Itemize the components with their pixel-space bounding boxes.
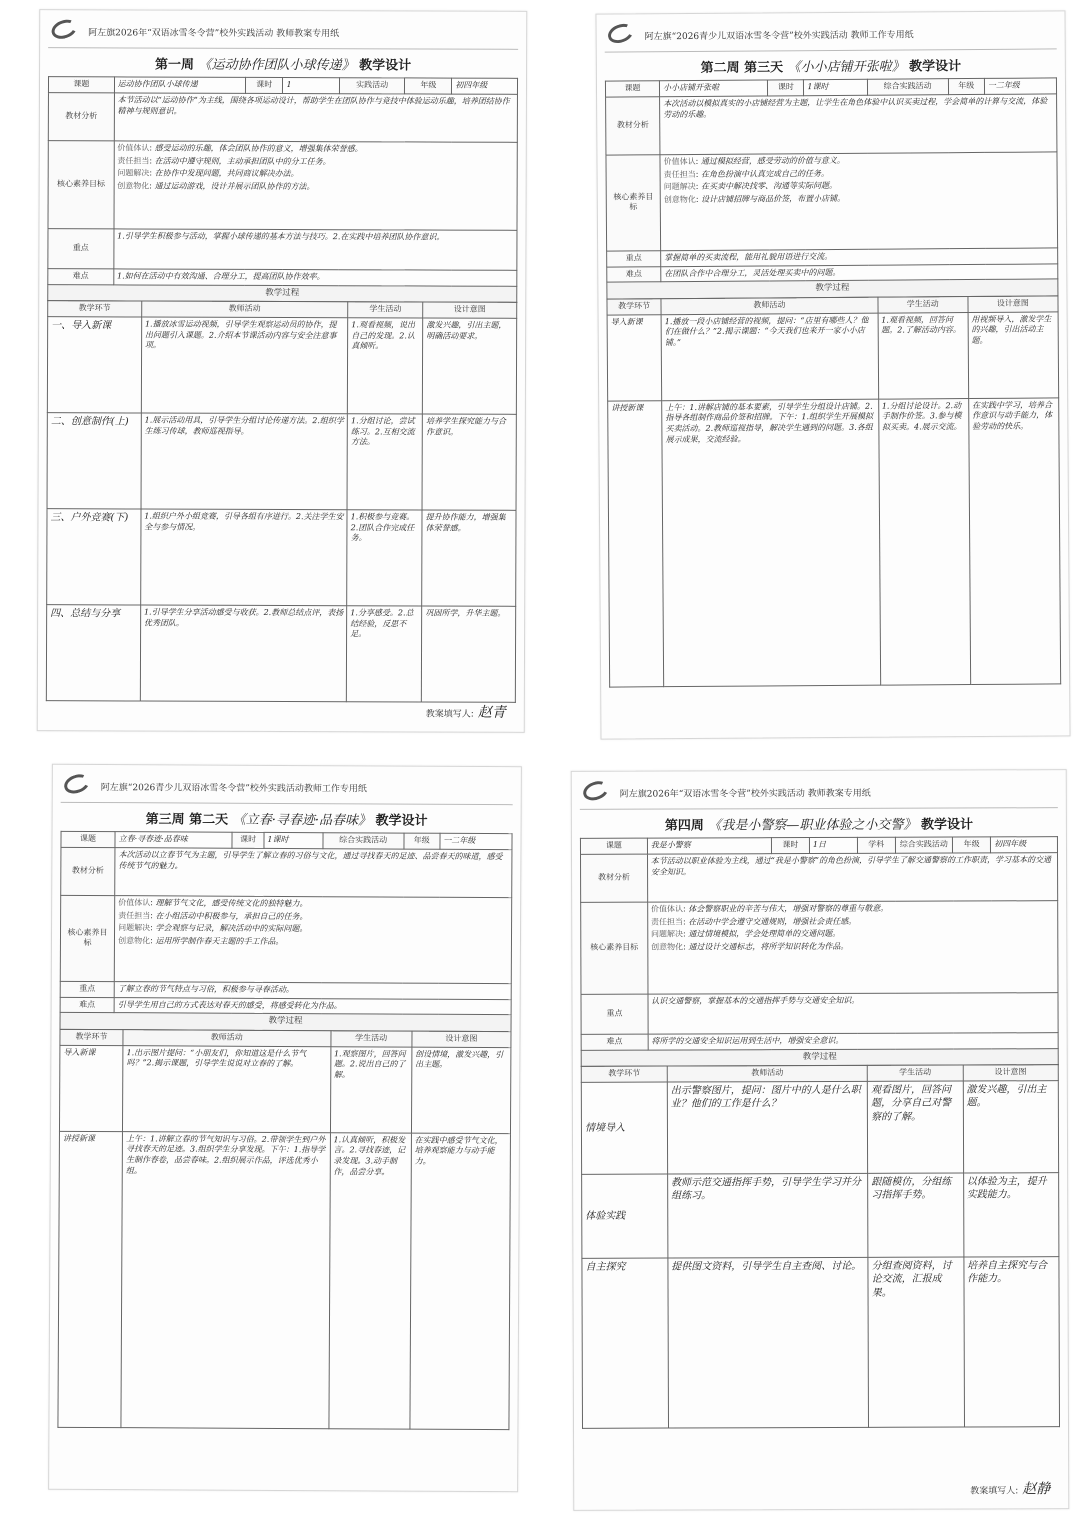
title-suffix: 教学设计 [920, 817, 973, 833]
hours-value: 1课时 [264, 832, 323, 848]
course-value: 立春·寻春迹·品春味 [115, 832, 232, 848]
hours-value: 1日 [809, 837, 857, 853]
col-stage: 教学环节 [60, 1029, 123, 1045]
material-text: 本次活动以模拟真实的小店铺经营为主题，让学生在角色体验中认识买卖过程，学会简单的计算与交流，体验劳动的乐趣。 [660, 94, 1057, 155]
table-row: 讲授新课 上午：1.讲解立春的节气知识与习俗。2.带领学生到户外寻找春天的足迹。3.组织学生分享发现。下午：1.指导学生制作春卷，品尝春味。2.组织展示作品，评选优秀小组。 1.认真倾听，积极发言。2.寻找春迹，记录发现。3.动手制作，品尝分享。 在实践中感受节气文化，培养观察能力与动手能力。 [58, 1131, 511, 1429]
process-heading: 教学过程 [48, 284, 517, 302]
title-suffix: 教学设计 [909, 59, 962, 75]
diff-text: 在团队合作中合理分工，灵活处理买卖中的问题。 [661, 264, 1058, 283]
table-row: 自主探究 提供图文资料，引导学生自主查阅、讨论。 分组查阅资料，讨论交流，汇报成果。 培养自主探究与合作能力。 [582, 1257, 1060, 1429]
page-title [48, 48, 518, 78]
lesson-plan-week-4 [571, 769, 1070, 1511]
title-course: 《小小店铺开张啦》 [787, 59, 905, 76]
header-text: 阿左旗“2026青少儿双语冰雪冬令营”校外实践活动教师工作专用纸 [100, 783, 367, 795]
hours-label: 课时 [232, 832, 264, 848]
material-text: 本次活动以立春节气为主题，引导学生了解立春的习俗与文化，通过寻找春天的足迹、品尝春天的味道，感受传统节气的魅力。 [115, 847, 512, 897]
subject-label: 综合实践活动 [867, 79, 948, 95]
material-label: 教材分析 [48, 92, 114, 140]
core-label: 核心素养目标 [606, 154, 661, 250]
core-label: 核心素养目标 [60, 895, 115, 981]
key-text: 了解立春的节气特点与习俗，积极参与寻春活动。 [114, 981, 511, 999]
col-intent: 设计意图 [412, 1031, 511, 1047]
course-label: 课题 [605, 81, 659, 97]
key-label: 重点 [607, 250, 661, 266]
core-goals: 价值体认: 感受运动的乐趣，体会团队协作的意义，增强集体荣誉感。 责任担当: 在活动中遵守规则，主动承担团队中的分工任务。 问题解决: 在协作中发现问题，共同商议解决办法。 创意物化: 通过运动游戏，设计并展示团队协作的方法。 [114, 141, 518, 230]
activity-label: 综合实践活动 [895, 837, 952, 853]
title-course: 《我是小警察—职业体验之小交警》 [708, 817, 917, 834]
course-value: 小小店铺开张啦 [660, 80, 768, 97]
title-week: 第一周 [154, 57, 195, 73]
diff-label: 难点 [60, 997, 114, 1013]
grade-value: 初四年级 [452, 78, 518, 94]
header-text: 阿左旗“2026青少儿双语冰雪冬令营”校外实践活动 教师工作专用纸 [644, 30, 914, 43]
col-student: 学生活动 [348, 302, 423, 318]
hours-label: 课时 [771, 838, 809, 854]
table-row: 导入新课 1.播放一段小店铺经营的视频，提问：“店里有哪些人？他们在做什么？”2.揭示课题：“今天我们也来开一家小小店铺。” 1.观看视频，回答问题。2.了解活动内容。 用视频导入，激发学生的兴趣，引出活动主题。 [607, 312, 1059, 401]
col-student: 学生活动 [878, 296, 968, 312]
plan-table [60, 831, 513, 1032]
plan-table [47, 76, 518, 303]
title-course: 《运动协作团队小球传递》 [198, 57, 355, 74]
key-label: 重点 [60, 981, 114, 997]
material-label: 教材分析 [61, 847, 115, 895]
page-header [605, 17, 1057, 52]
process-table [57, 1029, 511, 1430]
title-week: 第二周 第三天 [700, 60, 784, 76]
page-header [61, 771, 513, 805]
diff-label: 难点 [607, 266, 661, 282]
signature: 赵青 [477, 704, 506, 721]
core-label: 核心素养目标 [48, 140, 114, 228]
table-row: 二、创意制作(上) 1.展示活动用具，引导学生分组讨论传递方法。2.组织学生练习传球，教师巡视指导。 1.分组讨论，尝试练习。2.互相交流方法。 培养学生探究能力与合作意识。 [47, 413, 516, 511]
col-intent: 设计意图 [423, 302, 517, 318]
material-text: 本节活动以“运动协作”为主线，围绕各项运动设计，帮助学生在团队协作与竞技中体验运动乐趣，培养团结协作精神与规则意识。 [114, 93, 518, 142]
title-suffix: 教学设计 [359, 58, 412, 74]
lesson-plan-week-1 [37, 9, 528, 733]
col-teacher: 教师活动 [661, 297, 878, 314]
col-teacher: 教师活动 [667, 1065, 867, 1081]
col-teacher: 教师活动 [123, 1030, 331, 1047]
process-heading: 教学过程 [581, 1048, 1058, 1066]
diff-label: 难点 [581, 1034, 648, 1050]
diff-label: 难点 [48, 268, 114, 284]
title-course: 《立春·寻春迹·品春味》 [232, 812, 372, 829]
grade-label: 年级 [405, 78, 452, 94]
table-row: 三、户外竞赛(下) 1.组织户外小组竞赛，引导各组有序进行。2.关注学生安全与参与情况。 1.积极参与竞赛。2.团队合作完成任务。 提升协作能力，增强集体荣誉感。 [47, 509, 516, 607]
grade-label: 年级 [404, 833, 440, 849]
course-label: 课题 [61, 831, 115, 847]
process-heading: 教学过程 [60, 1013, 511, 1032]
process-heading: 教学过程 [607, 279, 1058, 299]
header-text: 阿左旗2026年“双语冰雪冬令营”校外实践活动 教师教案专用纸 [619, 788, 871, 800]
core-goals: 价值体认: 通过模拟经营，感受劳动的价值与意义。 责任担当: 在角色扮演中认真完成自己的任务。 问题解决: 在买卖中解决找零、沟通等实际问题。 创意物化: 设计店铺招牌与商品价签，布置小店铺。 [660, 152, 1058, 251]
col-stage: 教学环节 [48, 301, 142, 317]
plan-table [605, 77, 1059, 299]
grade-value: 一二年级 [984, 78, 1056, 94]
core-label: 核心素养目标 [581, 902, 648, 994]
hours-value: 1课时 [804, 79, 867, 95]
table-row: 四、总结与分享 1.引导学生分享活动感受与收获。2.教师总结点评，表扬优秀团队。 1.分享感受。2.总结经验，反思不足。 巩固所学，升华主题。 [46, 605, 515, 703]
key-text: 1.引导学生积极参与活动，掌握小球传递的基本方法与技巧。2.在实践中培养团队协作意识。 [114, 229, 517, 270]
header-text: 阿左旗2026年“双语冰雪冬令营”校外实践活动 教师教案专用纸 [88, 28, 340, 40]
col-intent: 设计意图 [968, 296, 1058, 312]
col-student: 学生活动 [867, 1065, 962, 1081]
lesson-plan-week-3 [48, 764, 522, 1492]
plan-table [580, 836, 1059, 1067]
logo-icon [605, 23, 639, 49]
lesson-plan-week-2 [595, 10, 1070, 739]
logo-icon [580, 780, 614, 806]
key-label: 重点 [581, 994, 648, 1034]
signature-line: 教案填写人: 赵静 [970, 1481, 1051, 1498]
hours-label: 课时 [768, 80, 804, 96]
grade-value: 初四年级 [991, 837, 1058, 853]
subject-label: 综合实践活动 [323, 833, 404, 849]
diff-text: 引导学生用自己的方式表达对春天的感受，将感受转化为作品。 [114, 997, 511, 1015]
key-text: 认识交通警察，掌握基本的交通指挥手势与交通安全知识。 [648, 992, 1058, 1033]
process-table [606, 295, 1061, 687]
material-label: 教材分析 [606, 97, 661, 155]
process-table [46, 300, 517, 702]
subject-label: 实践活动 [339, 78, 405, 94]
table-row: 情境导入 出示警察图片，提问：图片中的人是什么职业？他们的工作是什么？ 观看图片，回答问题，分享自己对警察的了解。 激发兴趣，引出主题。 [581, 1081, 1058, 1175]
grade-value: 一二年级 [440, 833, 512, 849]
key-label: 重点 [48, 228, 114, 268]
material-text: 本节活动以职业体验为主线，通过“我是小警察”的角色扮演，引导学生了解交通警察的工作职责，学习基本的交通安全知识。 [647, 852, 1057, 901]
material-label: 教材分析 [581, 854, 648, 902]
page-title [580, 808, 1058, 838]
table-row: 讲授新课 上午：1.讲解店铺的基本要素，引导学生分组设计店铺。2.指导各组制作商品价签和招牌。下午：1.组织学生开展模拟买卖活动。2.教师巡视指导，解决学生遇到的问题。3.各组展示成果，交流经验。 1.分组讨论设计。2.动手制作价签。3.参与模拟买卖。4.展示交流。 在实践中学习，培养合作意识与动手能力，体验劳动的快乐。 [608, 398, 1061, 687]
core-goals: 价值体认: 体会警察职业的辛苦与伟大，增强对警察的尊重与敬意。 责任担当: 在活动中学会遵守交通规则，增强社会责任感。 问题解决: 通过情境模拟，学会处理简单的交通问题。 创意物化: 通过设计交通标志，将所学知识转化为作品。 [647, 900, 1058, 993]
hours-value: 1 [283, 78, 339, 94]
hours-label: 课时 [245, 77, 283, 93]
page-title [61, 803, 513, 833]
table-row: 导入新课 1.出示图片提问：“小朋友们，你知道这是什么节气吗？”2.揭示课题，引导学生说说对立春的了解。 1.观察图片，回答问题。2.说出自己的了解。 创设情境，激发兴趣，引出主题。 [59, 1045, 510, 1133]
signature: 赵静 [1022, 1481, 1051, 1498]
col-stage: 教学环节 [607, 299, 661, 315]
col-stage: 教学环节 [581, 1066, 667, 1082]
table-row: 体验实践 教师示范交通指挥手势，引导学生学习并分组练习。 跟随模仿，分组练习指挥手势。 以体验为主，提升实践能力。 [582, 1173, 1059, 1259]
diff-text: 将所学的交通安全知识运用到生活中，增强安全意识。 [648, 1032, 1058, 1049]
key-text: 掌握简单的买卖流程，能用礼貌用语进行交流。 [661, 248, 1058, 267]
course-label: 课题 [580, 838, 647, 854]
col-student: 学生活动 [331, 1031, 412, 1047]
signature-line: 教案填写人: 赵青 [425, 704, 506, 721]
grade-label: 年级 [948, 78, 984, 94]
grade-label: 年级 [952, 837, 990, 853]
title-week: 第四周 [664, 818, 704, 834]
logo-icon [61, 773, 95, 799]
diff-text: 1.如何在活动中有效沟通、合理分工，提高团队协作效率。 [113, 269, 516, 286]
page-header [580, 776, 1058, 810]
page-header [48, 16, 518, 50]
core-goals: 价值体认: 理解节气文化，感受传统文化的独特魅力。 责任担当: 在小组活动中积极参与，承担自己的任务。 问题解决: 学会观察与记录，解决活动中的实际问题。 创意物化: 运用所学制作春天主题的手工作品。 [114, 895, 511, 983]
table-row: 一、导入新课 1.播放冰雪运动视频，引导学生观察运动员的协作，提出问题引入课题。2.介绍本节课活动内容与安全注意事项。 1.观看视频，说出自己的发现。2.认真倾听。 激发兴趣，引出主题，明确活动要求。 [47, 317, 516, 415]
logo-icon [48, 19, 82, 45]
page-title [605, 49, 1057, 80]
subject-label: 学科 [857, 837, 895, 853]
col-teacher: 教师活动 [141, 301, 347, 318]
title-week: 第三周 第二天 [145, 812, 229, 828]
course-value: 运动协作团队小球传递 [114, 77, 245, 93]
process-table [581, 1064, 1060, 1428]
course-value: 我是小警察 [647, 838, 771, 854]
col-intent: 设计意图 [963, 1065, 1058, 1081]
course-label: 课题 [48, 77, 114, 93]
title-suffix: 教学设计 [375, 813, 428, 829]
